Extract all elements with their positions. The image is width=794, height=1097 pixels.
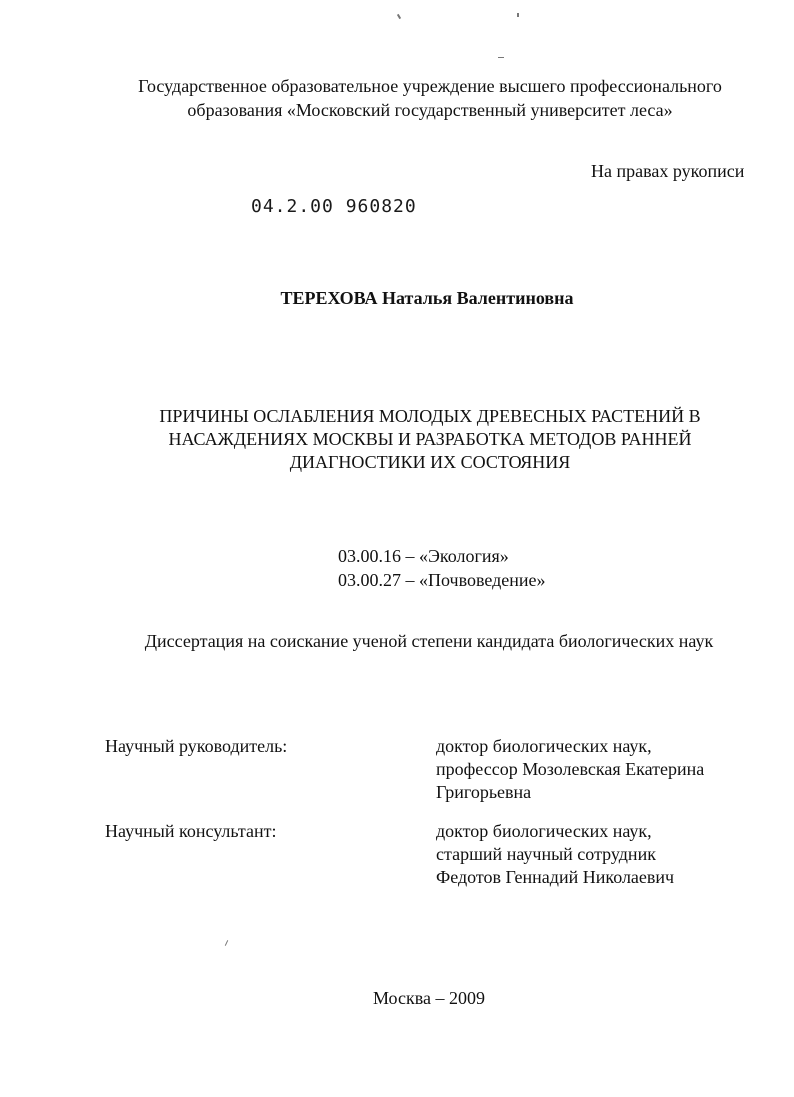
place-year: Москва – 2009: [373, 988, 485, 1008]
supervisor-details: [436, 735, 704, 804]
title-line-2: НАСАЖДЕНИЯХ МОСКВЫ И РАЗРАБОТКА МЕТОДОВ РАННЕЙ: [168, 429, 692, 449]
supervisor-line-1: доктор биологических наук,: [436, 736, 652, 756]
supervisor-line-3: Григорьевна: [436, 782, 532, 802]
scan-speck: [498, 57, 504, 58]
dissertation-title: [60, 405, 794, 474]
registration-stamp: 04.2.00 960820: [251, 196, 417, 217]
manuscript-note: На правах рукописи: [591, 161, 745, 181]
scan-speck: [225, 940, 228, 946]
institution-line-2: образования «Московский государственный университет леса»: [187, 100, 673, 120]
specialty-line-2: 03.00.27 – «Почвоведение»: [338, 570, 546, 590]
supervisor-line-2: профессор Мозолевская Екатерина: [436, 759, 705, 779]
degree-statement: Диссертация на соискание ученой степени кандидата биологических наук: [144, 631, 714, 651]
specialty-codes: [338, 544, 546, 592]
consultant-label: Научный консультант:: [105, 821, 277, 841]
consultant-line-3: Федотов Геннадий Николаевич: [436, 867, 675, 887]
consultant-details: [436, 820, 674, 889]
author-name: ТЕРЕХОВА Наталья Валентиновна: [280, 288, 574, 308]
supervisor-label: Научный руководитель:: [105, 736, 288, 756]
institution-line-1: Государственное образовательное учреждение высшего профессионального: [138, 76, 722, 96]
title-line-3: ДИАГНОСТИКИ ИХ СОСТОЯНИЯ: [289, 452, 571, 472]
consultant-line-2: старший научный сотрудник: [436, 844, 656, 864]
specialty-line-1: 03.00.16 – «Экология»: [338, 546, 509, 566]
title-line-1: ПРИЧИНЫ ОСЛАБЛЕНИЯ МОЛОДЫХ ДРЕВЕСНЫХ РАСТЕНИЙ В: [159, 406, 701, 426]
scan-speck: [517, 13, 519, 17]
consultant-line-1: доктор биологических наук,: [436, 821, 652, 841]
scan-speck: [397, 14, 401, 19]
institution-header: [60, 74, 794, 122]
